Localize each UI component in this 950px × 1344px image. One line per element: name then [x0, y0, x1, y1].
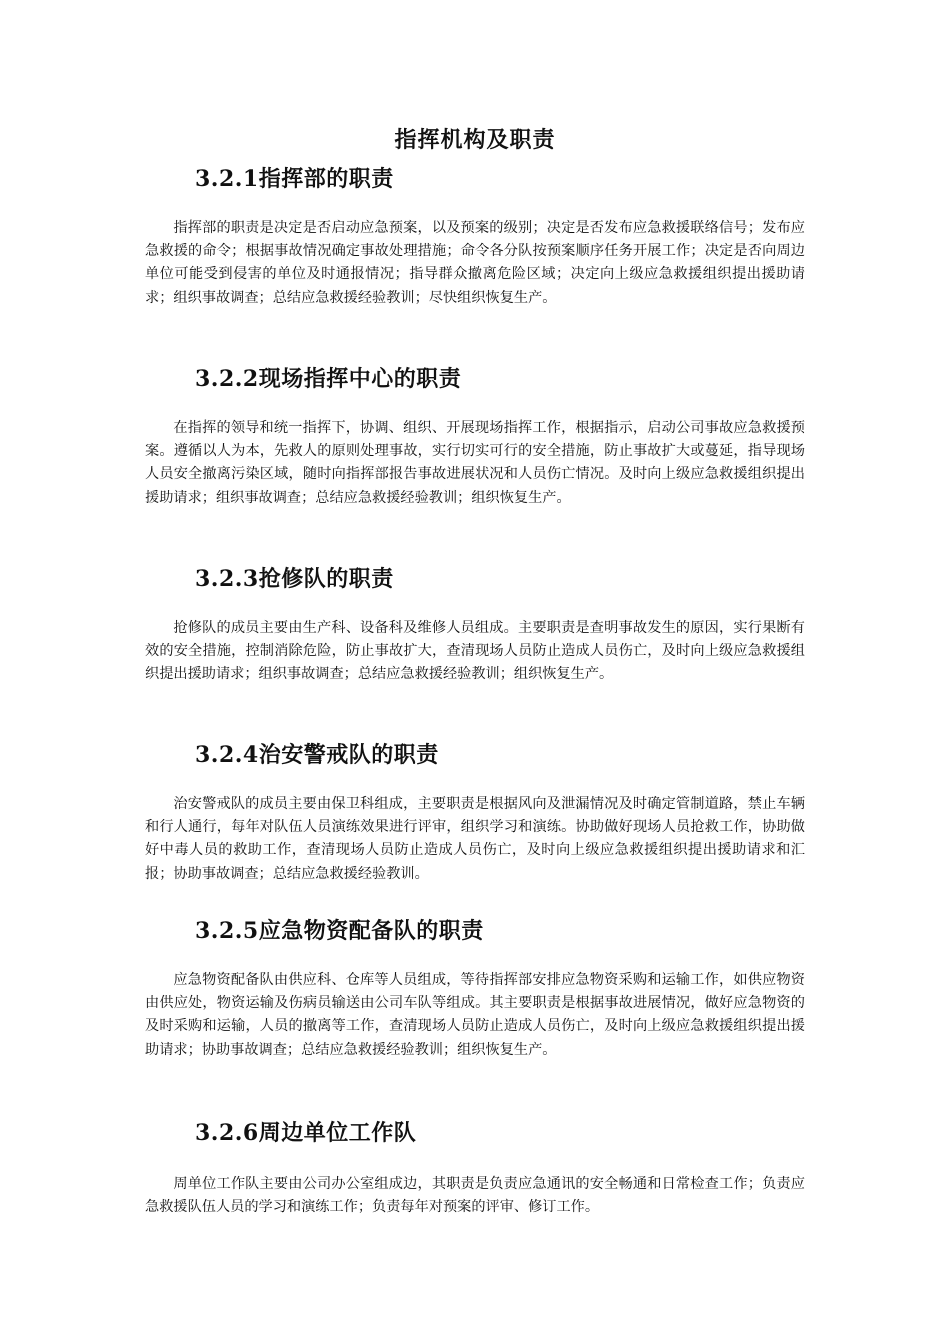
section-heading-text: 周边单位工作队: [258, 1121, 417, 1146]
section-heading-text: 抢修队的职责: [258, 567, 394, 592]
section-number: 3.2.6: [195, 1120, 259, 1146]
section-heading-text: 治安警戒队的职责: [258, 743, 439, 768]
section-heading-text: 现场指挥中心的职责: [258, 367, 462, 392]
section-heading: [195, 914, 805, 949]
section-3-2-5: [145, 914, 805, 1062]
section-3-2-2: [145, 362, 805, 510]
section-body: 抢修队的成员主要由生产科、设备科及维修人员组成。主要职责是查明事故发生的原因，实行果断有效的安全措施，控制消除危险，防止事故扩大，查清现场人员防止造成人员伤亡，及时向上级应急救援组织提出援助请求；组织事故调查；总结应急救援经验教训；组织恢复生产。: [145, 620, 805, 683]
section-3-2-1: [145, 162, 805, 310]
section-heading: [195, 738, 805, 773]
section-number: 3.2.2: [195, 366, 259, 392]
section-heading-text: 指挥部的职责: [258, 167, 394, 192]
section-number: 3.2.4: [195, 742, 259, 768]
section-3-2-6: [145, 1116, 805, 1219]
section-number: 3.2.1: [195, 166, 259, 192]
section-3-2-4: [145, 738, 805, 886]
section-body: 周单位工作队主要由公司办公室组成边，其职责是负责应急通讯的安全畅通和日常检查工作；负责应急救援队伍人员的学习和演练工作；负责每年对预案的评审、修订工作。: [145, 1176, 805, 1216]
section-3-2-3: [145, 562, 805, 687]
section-body: 应急物资配备队由供应科、仓库等人员组成，等待指挥部安排应急物资采购和运输工作，如供应物资由供应处，物资运输及伤病员输送由公司车队等组成。其主要职责是根据事故进展情况，做好应急物资的及时采购和运输，人员的撤离等工作，查清现场人员防止造成人员伤亡，及时向上级应急救援组织提出援助请求；协助事故调查；总结应急救援经验教训；组织恢复生产。: [145, 972, 805, 1058]
section-number: 3.2.3: [195, 566, 259, 592]
section-heading: [195, 362, 805, 397]
section-body: 在指挥的领导和统一指挥下，协调、组织、开展现场指挥工作，根据指示，启动公司事故应急救援预案。遵循以人为本，先救人的原则处理事故，实行切实可行的安全措施，防止事故扩大或蔓延，指导现场人员安全撤离污染区域，随时向指挥部报告事故进展状况和人员伤亡情况。及时向上级应急救援组织提出援助请求；组织事故调查；总结应急救援经验教训；组织恢复生产。: [145, 420, 805, 506]
document-title: 指挥机构及职责: [394, 127, 556, 153]
section-heading: [195, 1116, 805, 1151]
section-heading-text: 应急物资配备队的职责: [258, 919, 484, 944]
section-heading: [195, 562, 805, 597]
section-body: 治安警戒队的成员主要由保卫科组成，主要职责是根据风向及泄漏情况及时确定管制道路，禁止车辆和行人通行，每年对队伍人员演练效果进行评审，组织学习和演练。协助做好现场人员抢救工作，协助做好中毒人员的救助工作，查清现场人员防止造成人员伤亡，及时向上级应急救援组织提出援助请求和汇报；协助事故调查；总结应急救援经验教训。: [145, 796, 805, 882]
section-heading: [195, 162, 805, 197]
section-number: 3.2.5: [195, 918, 259, 944]
section-body: 指挥部的职责是决定是否启动应急预案，以及预案的级别；决定是否发布应急救援联络信号；发布应急救援的命令；根据事故情况确定事故处理措施；命令各分队按预案顺序任务开展工作；决定是否向周边单位可能受到侵害的单位及时通报情况；指导群众撤离危险区域；决定向上级应急救援组织提出援助请求；组织事故调查；总结应急救援经验教训；尽快组织恢复生产。: [145, 220, 805, 306]
